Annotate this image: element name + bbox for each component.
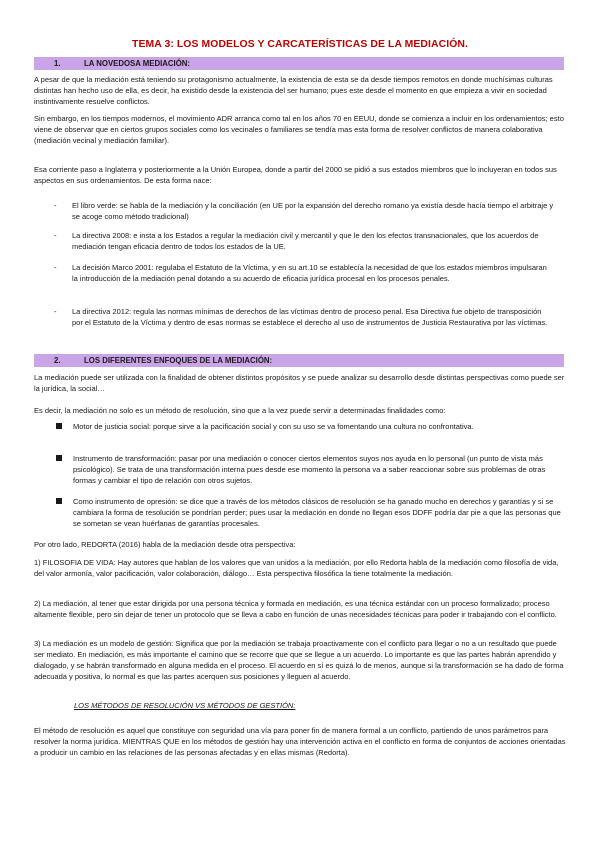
list-item-text: Motor de justicia social: porque sirve a la pacificación social y con su uso se va fomentando una cultura no confrontativa. <box>73 422 474 431</box>
document-title: TEMA 3: LOS MODELOS Y CARCATERÍSTICAS DE LA MEDIACIÓN. <box>132 39 468 50</box>
subheading: LOS MÉTODOS DE RESOLUCIÓN VS MÉTODOS DE GESTIÓN: <box>74 701 296 710</box>
paragraph: Es decir, la mediación no solo es un método de resolución, sino que a la vez puede servir a determinadas finalidades como: <box>34 406 446 415</box>
section-title: LOS DIFERENTES ENFOQUES DE LA MEDIACIÓN: <box>84 356 273 365</box>
dash-marker: - <box>54 231 57 240</box>
list-item-text: Instrumento de transformación: pasar por una mediación o conocer ciertos elementos suyos nos ayuda en lo personal (un punto de vista más psicológico). Se trata de una transformación interna pues desde ese momento la persona va a saber reaccionar sobre sus problemas de otras formas y cambiar el tipo de relación con otros sujetos. <box>73 454 546 485</box>
list-item <box>54 200 554 222</box>
paragraph: Por otro lado, REDORTA (2016) habla de la mediación desde otra perspectiva: <box>34 540 296 549</box>
paragraph: 1) FILOSOFIA DE VIDA: Hay autores que hablan de los valores que van unidos a la mediación, por ello Redorta habla de la mediación como filosofía de vida, del valor armonía, valor pacificación, valor colaboración, diálogo… Esta perspectiva filosófica la tiene totalmente la mediación. <box>34 558 559 578</box>
section-number: 1. <box>54 59 61 68</box>
list-item <box>54 421 564 432</box>
paragraph: 2) La mediación, al tener que estar dirigida por una persona técnica y formada en mediación, es una técnica estándar con un proceso formalizado; proceso altamente flexible, pero sin dejar de tener un protocolo que se lleva a cabo en función de unas necesidades técnicas para poder ir trabajando con el conflicto. <box>34 599 557 619</box>
paragraph: Esa corriente paso a Inglaterra y posteriormente a la Unión Europea, donde a partir del 2000 se pidió a sus estados miembros que lo incluyeran en todos sus aspectos en sus ordenamientos. De esta forma nace: <box>34 165 557 185</box>
list-item-text: La decisión Marco 2001: regulaba el Estatuto de la Víctima, y en su art.10 se establecía la necesidad de que los estados miembros impulsaran la introducción de la mediación penal dotando a su acuerdo de eficacia jurídica procesal en los procesos penales. <box>72 263 547 283</box>
section-heading-1 <box>34 57 564 70</box>
square-bullet-icon <box>56 423 62 429</box>
paragraph: Sin embargo, en los tiempos modernos, el movimiento ADR arranca como tal en los años 70 en EEUU, donde se comienza a incluir en los ordenamientos; esto viene de observar que en ciertos grupos sociales como los vecinales o familiares se tendía mas esta forma de resolver conflictos de manera colaborativa (mediación vecinal y mediación familiar). <box>34 114 564 145</box>
list-item <box>54 230 554 252</box>
paragraph: La mediación puede ser utilizada con la finalidad de obtener distintos propósitos y se puede analizar su desarrollo desde distintas perspectivas como puede ser la jurídica, la social… <box>34 373 565 393</box>
list-item-text: La directiva 2012: regula las normas mínimas de derechos de las víctimas dentro de proceso penal. Esa Directiva fue objeto de transposición por el Estatuto de la Víctima y dentro de esas normas se establece el derecho al uso de instrumentos de Justicia Restaurativa por las víctimas. <box>72 307 548 327</box>
dash-marker: - <box>54 201 57 210</box>
list-item <box>54 306 554 328</box>
list-item <box>54 496 564 529</box>
dash-marker: - <box>54 307 57 316</box>
section-number: 2. <box>54 356 61 365</box>
paragraph: A pesar de que la mediación está teniendo su protagonismo actualmente, la existencia de esta se da desde tiempos remotos en donde muchísimas culturas distintas han hecho uso de ella, es decir, ha existido desde la existencia del ser humano; pues este desde el momento en que empieza a vivir en sociedad instintivamente resuelve conflictos. <box>34 75 553 106</box>
paragraph: 3) La mediación es un modelo de gestión: Significa que por la mediación se trabaja proactivamente con el conflicto para llegar o no a un resultado que puede ser mediato. En mediación, es más importante el camino que se recorre que que se llegue a un acuerdo. Lo importante es que las partes habrán aprendido y dialogado, y se habrán transformado en alguna medida en el proceso. El acuerdo en sí es quizá lo de menos, aunque si la transformación se ha dado de forma adecuada y positiva, lo normal es que las partes acerquen sus posiciones y lleguen al acuerdo. <box>34 639 564 681</box>
list-item <box>54 262 554 284</box>
section-title: LA NOVEDOSA MEDIACIÓN: <box>84 59 190 68</box>
paragraph: El método de resolución es aquel que constituye con seguridad una vía para poner fin de manera formal a un conflicto, partiendo de unos parámetros para resolver la norma jurídica. MIENTRAS QUE en los métodos de gestión hay una intervención activa en el conflicto en forma de conjuntos de acciones orientadas a producir un cambio en las relaciones de las personas afectadas y en ellas mismas (Redorta). <box>34 726 566 757</box>
list-item-text: La directiva 2008: e insta a los Estados a regular la mediación civil y mercantil y que le den los efectos transnacionales, que los acuerdos de mediación tengan eficacia dentro de todos los estados de la UE. <box>72 231 539 251</box>
square-bullet-icon <box>56 455 62 461</box>
square-bullet-icon <box>56 498 62 504</box>
list-item-text: Como instrumento de opresión: se dice que a través de los métodos clásicos de resolución se ha ganado mucho en derechos y garantías y si se cambiara la forma de resolución se pondrían perder; pues usar la mediación en donde no llegan esos DDFF podría dar pie a que las personas que se sometan se vean huérfanas de garantías procesales. <box>73 497 561 528</box>
list-item <box>54 453 564 486</box>
list-item-text: El libro verde: se habla de la mediación y la conciliación (en UE por la expansión del derecho romano ya existía desde hacía tiempo el arbitraje y se acoge como método tradicional) <box>72 201 554 221</box>
section-heading-2 <box>34 354 564 367</box>
dash-marker: - <box>54 263 57 272</box>
